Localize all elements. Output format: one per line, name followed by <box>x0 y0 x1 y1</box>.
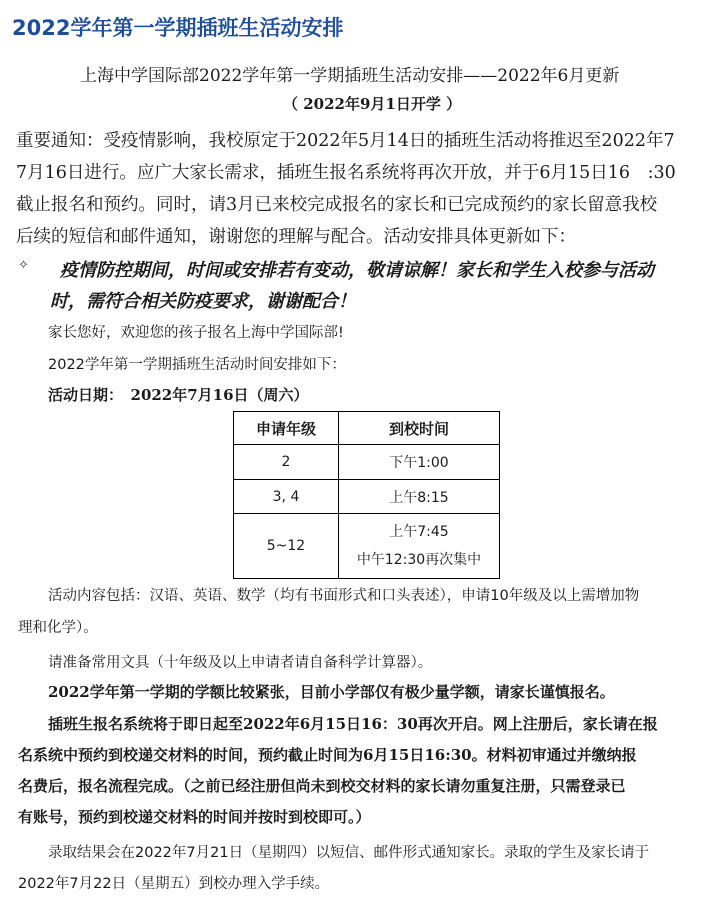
table-header-row <box>234 412 500 445</box>
greeting: 家长您好，欢迎您的孩子报名上海中学国际部! <box>48 325 344 341</box>
content-line: 理和化学）。 <box>18 620 98 636</box>
activity-date: 活动日期： 2022年7月16日（周六） <box>48 386 309 404</box>
diamond-bullet-icon: ✧ <box>18 258 29 273</box>
covid-notice-line: 时，需符合相关防疫要求，谢谢配合！ <box>50 291 356 312</box>
admission-line: 录取结果会在2022年7月21日（星期四）以短信、邮件形式通知家长。录取的学生及家长请于 <box>48 845 650 861</box>
notice-line: 7月16日进行。应广大家长需求，插班生报名系统将再次开放，并于6月15日16 :30 <box>16 163 676 183</box>
covid-notice-line: 疫情防控期间，时间或安排若有变动，敬请谅解！家长和学生入校参与活动 <box>60 260 654 281</box>
schedule-table <box>233 411 500 579</box>
notice-line: 截止报名和预约。同时，请3月已来校完成报名的家长和已完成预约的家长留意我校 <box>16 195 658 215</box>
grade-cell: 3, 4 <box>234 480 339 514</box>
table-row <box>234 480 500 514</box>
time-cell <box>339 514 500 579</box>
notice-line: 重要通知：受疫情影响，我校原定于2022年5月14日的插班生活动将推迟至2022年7 <box>16 131 675 151</box>
admission-line: 2022年7月22日（星期五）到校办理入学手续。 <box>18 876 330 892</box>
content-line: 活动内容包括：汉语、英语、数学（均有书面形式和口头表述），申请10年级及以上需增加物 <box>48 588 640 604</box>
page-title: 2022学年第一学期插班生活动安排 <box>12 16 344 40</box>
time-cell: 下午1:00 <box>339 445 500 480</box>
registration-line: 有账号，预约到校递交材料的时间并按时到校即可。） <box>18 808 371 826</box>
time-line: 上午7:45 <box>389 524 449 540</box>
supplies-note: 请准备常用文具（十年级及以上申请者请自备科学计算器）。 <box>48 655 433 671</box>
table-row <box>234 514 500 579</box>
start-date: （ 2022年9月1日开学 ） <box>283 95 462 113</box>
notice-line: 后续的短信和邮件通知，谢谢您的理解与配合。活动安排具体更新如下： <box>16 227 576 247</box>
table-row <box>234 445 500 480</box>
table-header: 申请年级 <box>234 412 339 445</box>
registration-line: 名费后，报名流程完成。（之前已经注册但尚未到校交材料的家长请勿重复注册，只需登录已 <box>18 777 626 795</box>
registration-line: 插班生报名系统将于即日起至2022年6月15日16：30再次开启。网上注册后，家长请在报 <box>48 715 658 733</box>
grade-cell: 5~12 <box>234 514 339 579</box>
registration-line: 名系统中预约到校递交材料的时间，预约截止时间为6月15日16:30。材料初审通过并缴纳报 <box>18 746 637 764</box>
schedule-intro: 2022学年第一学期插班生活动时间安排如下： <box>48 357 346 373</box>
time-line: 中午12:30再次集中 <box>356 552 482 568</box>
quota-note: 2022学年第一学期的学额比较紧张，目前小学部仅有极少量学额，请家长谨慎报名。 <box>48 683 615 701</box>
grade-cell: 2 <box>234 445 339 480</box>
table-header: 到校时间 <box>339 412 500 445</box>
subtitle: 上海中学国际部2022学年第一学期插班生活动安排——2022年6月更新 <box>80 66 620 86</box>
time-cell: 上午8:15 <box>339 480 500 514</box>
